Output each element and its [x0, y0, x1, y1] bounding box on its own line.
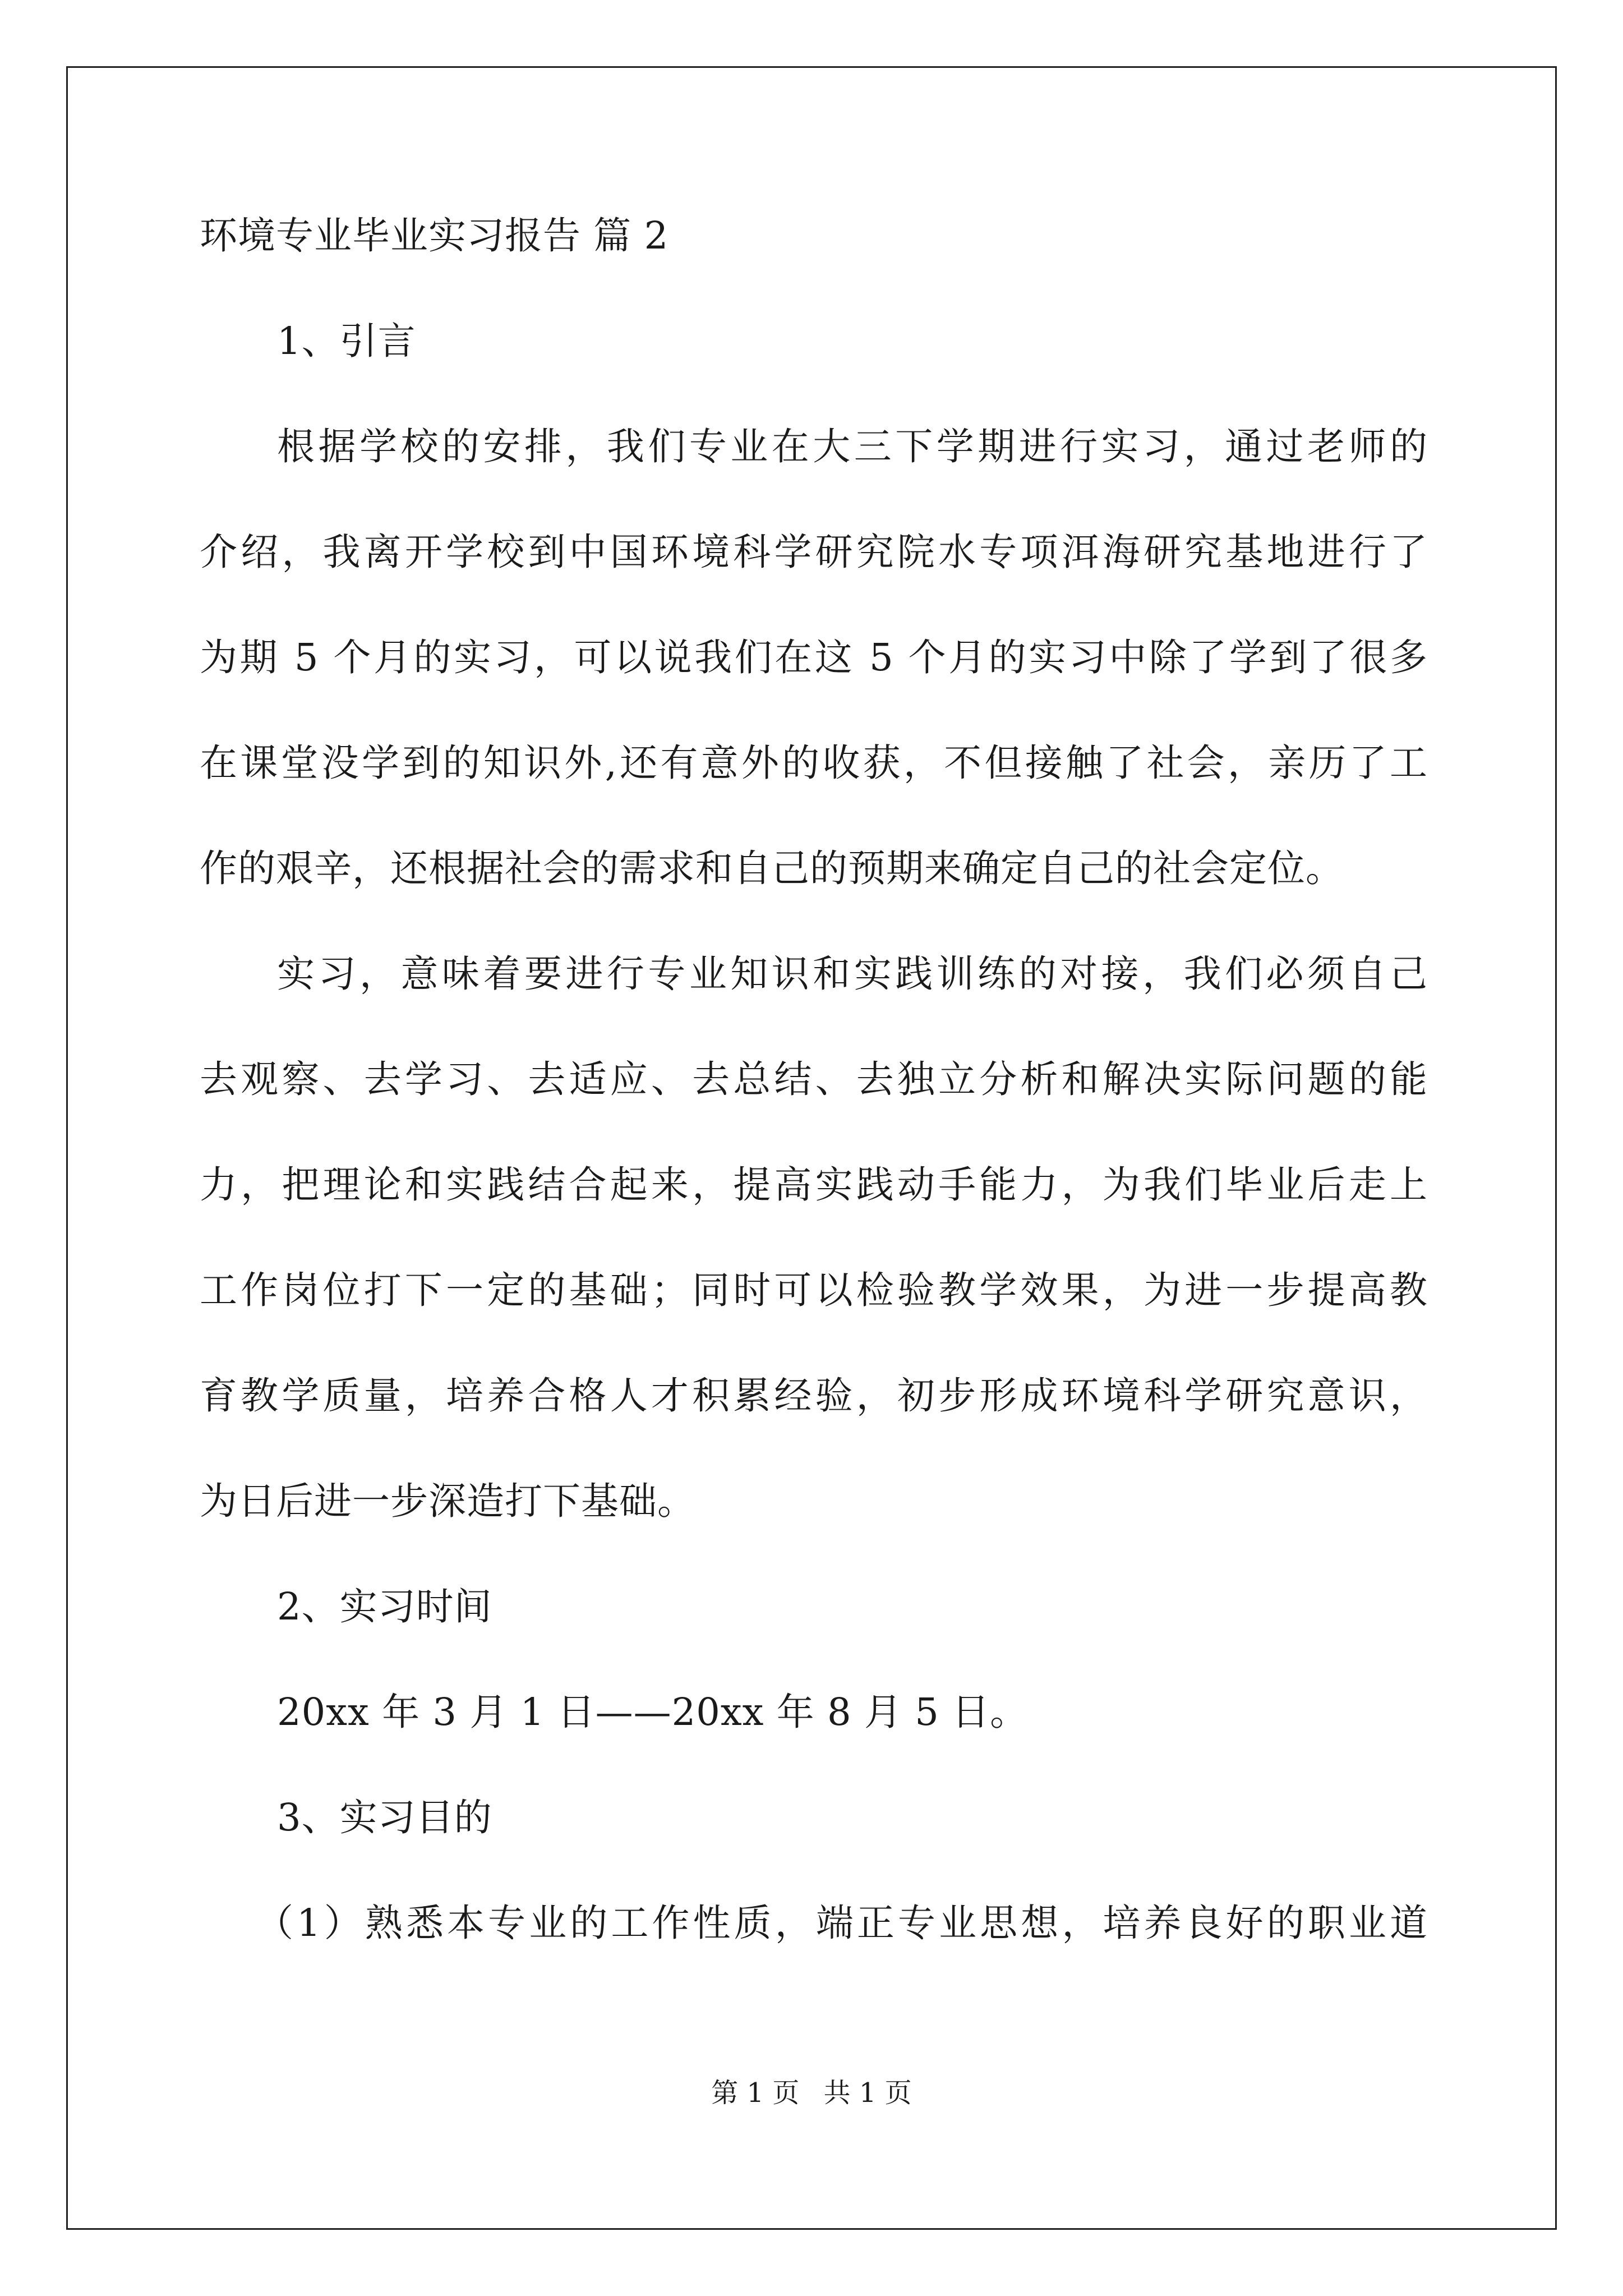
page-total: 共 1 页	[823, 2077, 912, 2109]
page-footer	[0, 2076, 1623, 2110]
paragraph-line: 介绍，我离开学校到中国环境科学研究院水专项洱海研究基地进行了	[200, 530, 1428, 574]
paragraph-line: 根据学校的安排，我们专业在大三下学期进行实习，通过老师的	[277, 425, 1428, 468]
document-body	[200, 210, 1428, 2003]
paragraph-line: 实习，意味着要进行专业知识和实践训练的对接，我们必须自己	[277, 952, 1428, 996]
paragraph-line: 去观察、去学习、去适应、去总结、去独立分析和解决实际问题的能	[200, 1057, 1428, 1101]
paragraph-line: 育教学质量，培养合格人才积累经验，初步形成环境科学研究意识，	[200, 1374, 1428, 1418]
paragraph-line: （1）熟悉本专业的工作性质，端正专业思想，培养良好的职业道	[256, 1901, 1428, 1945]
paragraph-line: 为期 5 个月的实习，可以说我们在这 5 个月的实习中除了学到了很多	[200, 636, 1428, 679]
paragraph-line: 在课堂没学到的知识外,还有意外的收获，不但接触了社会，亲历了工	[200, 741, 1428, 785]
document-title: 环境专业毕业实习报告 篇 2	[200, 214, 669, 257]
paragraph-line: 力，把理论和实践结合起来，提高实践动手能力，为我们毕业后走上	[200, 1163, 1428, 1207]
paragraph-line: 作的艰辛，还根据社会的需求和自己的预期来确定自己的社会定位。	[200, 846, 1344, 890]
section-heading-intro: 1、引言	[277, 319, 416, 363]
internship-dates: 20xx 年 3 月 1 日——20xx 年 8 月 5 日。	[277, 1690, 1029, 1734]
section-heading-time: 2、实习时间	[277, 1585, 492, 1628]
section-heading-purpose: 3、实习目的	[277, 1796, 492, 1839]
paragraph-line: 工作岗位打下一定的基础；同时可以检验教学效果，为进一步提高教	[200, 1268, 1428, 1312]
page-number: 第 1 页	[711, 2077, 800, 2109]
paragraph-line: 为日后进一步深造打下基础。	[200, 1479, 695, 1523]
